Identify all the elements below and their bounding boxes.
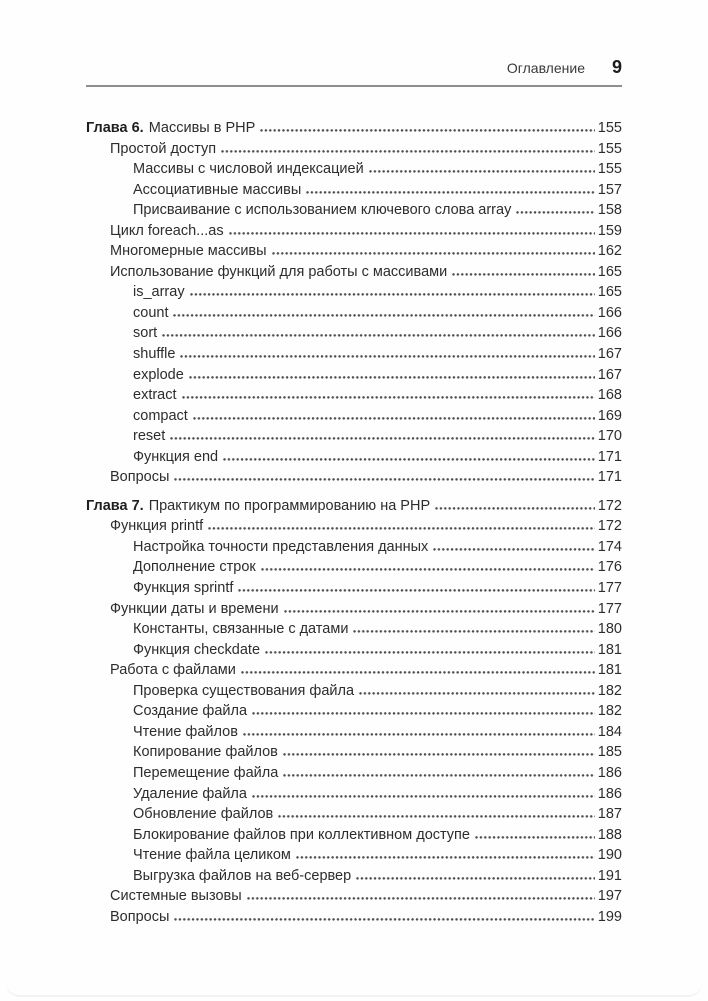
toc-entry-page-number: 165 xyxy=(597,263,622,280)
dot-leader xyxy=(241,671,595,674)
section-title: Оглавление xyxy=(506,60,585,76)
dot-leader xyxy=(173,314,594,317)
toc-entry xyxy=(86,722,622,743)
toc-entry-title: Функции даты и времени xyxy=(110,600,279,617)
dot-leader xyxy=(252,795,595,798)
dot-leader xyxy=(516,211,594,214)
toc-entry xyxy=(86,303,622,324)
dot-leader xyxy=(238,589,594,592)
dot-leader xyxy=(193,417,595,420)
toc-entry-page-number: 186 xyxy=(597,785,622,802)
dot-leader xyxy=(221,150,595,153)
toc-entry xyxy=(86,537,622,558)
toc-entry-title: Функция end xyxy=(133,448,219,465)
toc-entry xyxy=(86,365,622,386)
dot-leader xyxy=(174,478,594,481)
toc-entry-title: Перемещение файла xyxy=(133,764,279,781)
dot-leader xyxy=(359,692,595,695)
dot-leader xyxy=(252,712,595,715)
toc-entry xyxy=(86,907,622,928)
toc-entry xyxy=(86,660,622,681)
toc-entry-page-number: 185 xyxy=(597,744,622,761)
dot-leader xyxy=(353,630,594,633)
toc-entry-title: Функция checkdate xyxy=(133,641,261,658)
toc-entry-title: Проверка существования файла xyxy=(133,682,355,699)
dot-leader xyxy=(189,376,595,379)
toc-entry-page-number: 166 xyxy=(597,325,622,342)
toc-entry-title: Константы, связанные с датами xyxy=(133,621,349,638)
dot-leader xyxy=(475,836,595,839)
toc-entry-title: Копирование файлов xyxy=(133,744,278,761)
toc-entry-page-number: 166 xyxy=(597,304,622,321)
toc-entry xyxy=(86,742,622,763)
toc-entry-title: Блокирование файлов при коллективном доступе xyxy=(133,826,470,843)
toc-entry-title: Присваивание с использованием ключевого слова array xyxy=(133,202,512,219)
toc-entry-title: Выгрузка файлов на веб-сервер xyxy=(133,867,352,884)
dot-leader xyxy=(260,129,595,132)
toc-entry-title: count xyxy=(133,304,169,321)
toc-entry-title: Удаление файла xyxy=(133,785,247,802)
toc-entry xyxy=(86,467,622,488)
toc-entry-title: Дополнение строк xyxy=(133,559,256,576)
toc-entry-title: Чтение файлов xyxy=(133,723,238,740)
table-of-contents xyxy=(86,118,622,927)
page-bottom-edge xyxy=(6,979,702,997)
toc-entry xyxy=(86,262,622,283)
toc-entry xyxy=(86,557,622,578)
toc-entry-title: Создание файла xyxy=(133,703,248,720)
toc-entry-page-number: 186 xyxy=(597,764,622,781)
toc-entry xyxy=(86,886,622,907)
toc-entry xyxy=(86,763,622,784)
dot-leader xyxy=(306,191,595,194)
toc-entry xyxy=(86,516,622,537)
toc-entry-page-number: 176 xyxy=(597,559,622,576)
toc-entry-page-number: 171 xyxy=(597,469,622,486)
dot-leader xyxy=(435,507,595,510)
folio-page-number: 9 xyxy=(611,57,622,77)
toc-entry-page-number: 162 xyxy=(597,243,622,260)
dot-leader xyxy=(369,170,595,173)
dot-leader xyxy=(162,334,595,337)
dot-leader xyxy=(243,733,595,736)
dot-leader xyxy=(174,918,594,921)
toc-entry-page-number: 155 xyxy=(597,140,622,157)
toc-entry xyxy=(86,221,622,242)
toc-entry-title: Обновление файлов xyxy=(133,806,274,823)
toc-entry xyxy=(86,241,622,262)
toc-entry xyxy=(86,804,622,825)
toc-entry-page-number: 155 xyxy=(597,161,622,178)
toc-entry-page-number: 171 xyxy=(597,448,622,465)
toc-entry-title: Ассоциативные массивы xyxy=(133,181,302,198)
toc-entry-page-number: 170 xyxy=(597,428,622,445)
toc-entry-page-number: 180 xyxy=(597,621,622,638)
toc-entry xyxy=(86,825,622,846)
dot-leader xyxy=(284,610,595,613)
dot-leader xyxy=(182,396,595,399)
toc-entry-page-number: 168 xyxy=(597,387,622,404)
toc-entry xyxy=(86,344,622,365)
toc-entry-title: sort xyxy=(133,325,158,342)
toc-entry-page-number: 167 xyxy=(597,366,622,383)
dot-leader xyxy=(229,232,595,235)
toc-entry xyxy=(86,681,622,702)
toc-entry-title: Вопросы xyxy=(110,908,170,925)
toc-entry-title: Функция printf xyxy=(110,518,204,535)
toc-entry-page-number: 177 xyxy=(597,600,622,617)
toc-entry xyxy=(86,118,622,139)
toc-entry xyxy=(86,578,622,599)
dot-leader xyxy=(283,753,595,756)
toc-entry-title: Практикум по программированию на PHP xyxy=(148,497,431,514)
toc-entry-page-number: 191 xyxy=(597,867,622,884)
toc-entry-title: is_array xyxy=(133,284,185,301)
toc-entry-page-number: 165 xyxy=(597,284,622,301)
toc-entry xyxy=(86,200,622,221)
toc-entry-page-number: 167 xyxy=(597,346,622,363)
toc-entry-page-number: 181 xyxy=(597,662,622,679)
toc-entry xyxy=(86,323,622,344)
dot-leader xyxy=(272,252,595,255)
toc-entry xyxy=(86,784,622,805)
toc-entry-page-number: 182 xyxy=(597,682,622,699)
toc-entry xyxy=(86,139,622,160)
toc-entry xyxy=(86,282,622,303)
dot-leader xyxy=(452,273,595,276)
toc-entry xyxy=(86,180,622,201)
toc-entry-title: explode xyxy=(133,366,184,383)
toc-entry xyxy=(86,426,622,447)
toc-entry-chapter-prefix: Глава 6. xyxy=(86,120,144,136)
dot-leader xyxy=(265,651,595,654)
toc-entry-page-number: 190 xyxy=(597,847,622,864)
toc-entry xyxy=(86,447,622,468)
toc-entry-title: Вопросы xyxy=(110,469,170,486)
toc-entry-title: Функция sprintf xyxy=(133,580,234,597)
dot-leader xyxy=(356,877,595,880)
toc-entry-title: Чтение файла целиком xyxy=(133,847,291,864)
toc-entry-page-number: 155 xyxy=(597,120,622,136)
toc-entry-title: Цикл foreach...as xyxy=(110,222,224,239)
toc-entry-page-number: 174 xyxy=(597,538,622,555)
toc-entry xyxy=(86,385,622,406)
toc-entry-page-number: 158 xyxy=(597,202,622,219)
toc-entry-title: extract xyxy=(133,387,177,404)
toc-entry-page-number: 181 xyxy=(597,641,622,658)
dot-leader xyxy=(208,527,595,530)
toc-entry xyxy=(86,159,622,180)
dot-leader xyxy=(283,774,594,777)
toc-entry-page-number: 182 xyxy=(597,703,622,720)
toc-entry-title: Работа с файлами xyxy=(110,662,236,679)
dot-leader xyxy=(296,856,595,859)
toc-entry xyxy=(86,496,622,517)
dot-leader xyxy=(190,293,595,296)
dot-leader xyxy=(278,815,595,818)
toc-entry-page-number: 177 xyxy=(597,580,622,597)
toc-entry-page-number: 184 xyxy=(597,723,622,740)
toc-entry-page-number: 172 xyxy=(597,497,622,514)
dot-leader xyxy=(247,897,595,900)
toc-entry-title: compact xyxy=(133,407,188,424)
toc-entry xyxy=(86,619,622,640)
toc-entry xyxy=(86,406,622,427)
toc-entry-title: Массивы с числовой индексацией xyxy=(133,161,364,178)
toc-entry xyxy=(86,701,622,722)
toc-entry-title: Массивы в PHP xyxy=(148,120,256,136)
dot-leader xyxy=(180,355,594,358)
toc-entry xyxy=(86,599,622,620)
toc-entry-chapter-prefix: Глава 7. xyxy=(86,497,144,514)
toc-entry-title: Системные вызовы xyxy=(110,888,242,905)
toc-entry-title: reset xyxy=(133,428,166,445)
dot-leader xyxy=(170,437,595,440)
toc-entry-page-number: 159 xyxy=(597,222,622,239)
toc-entry-title: Использование функций для работы с массивами xyxy=(110,263,448,280)
dot-leader xyxy=(433,548,595,551)
toc-entry-page-number: 157 xyxy=(597,181,622,198)
toc-entry-title: Простой доступ xyxy=(110,140,217,157)
toc-entry-page-number: 172 xyxy=(597,518,622,535)
toc-entry xyxy=(86,640,622,661)
toc-entry-page-number: 197 xyxy=(597,888,622,905)
dot-leader xyxy=(223,458,595,461)
dot-leader xyxy=(261,568,595,571)
toc-entry-page-number: 188 xyxy=(597,826,622,843)
toc-entry-page-number: 169 xyxy=(597,407,622,424)
toc-entry xyxy=(86,866,622,887)
running-head xyxy=(86,0,622,87)
toc-entry-title: shuffle xyxy=(133,346,176,363)
toc-entry-page-number: 199 xyxy=(597,908,622,925)
toc-entry-title: Настройка точности представления данных xyxy=(133,538,429,555)
toc-entry-page-number: 187 xyxy=(597,806,622,823)
running-head-row xyxy=(86,58,622,87)
toc-entry-title: Многомерные массивы xyxy=(110,243,267,260)
toc-entry xyxy=(86,845,622,866)
